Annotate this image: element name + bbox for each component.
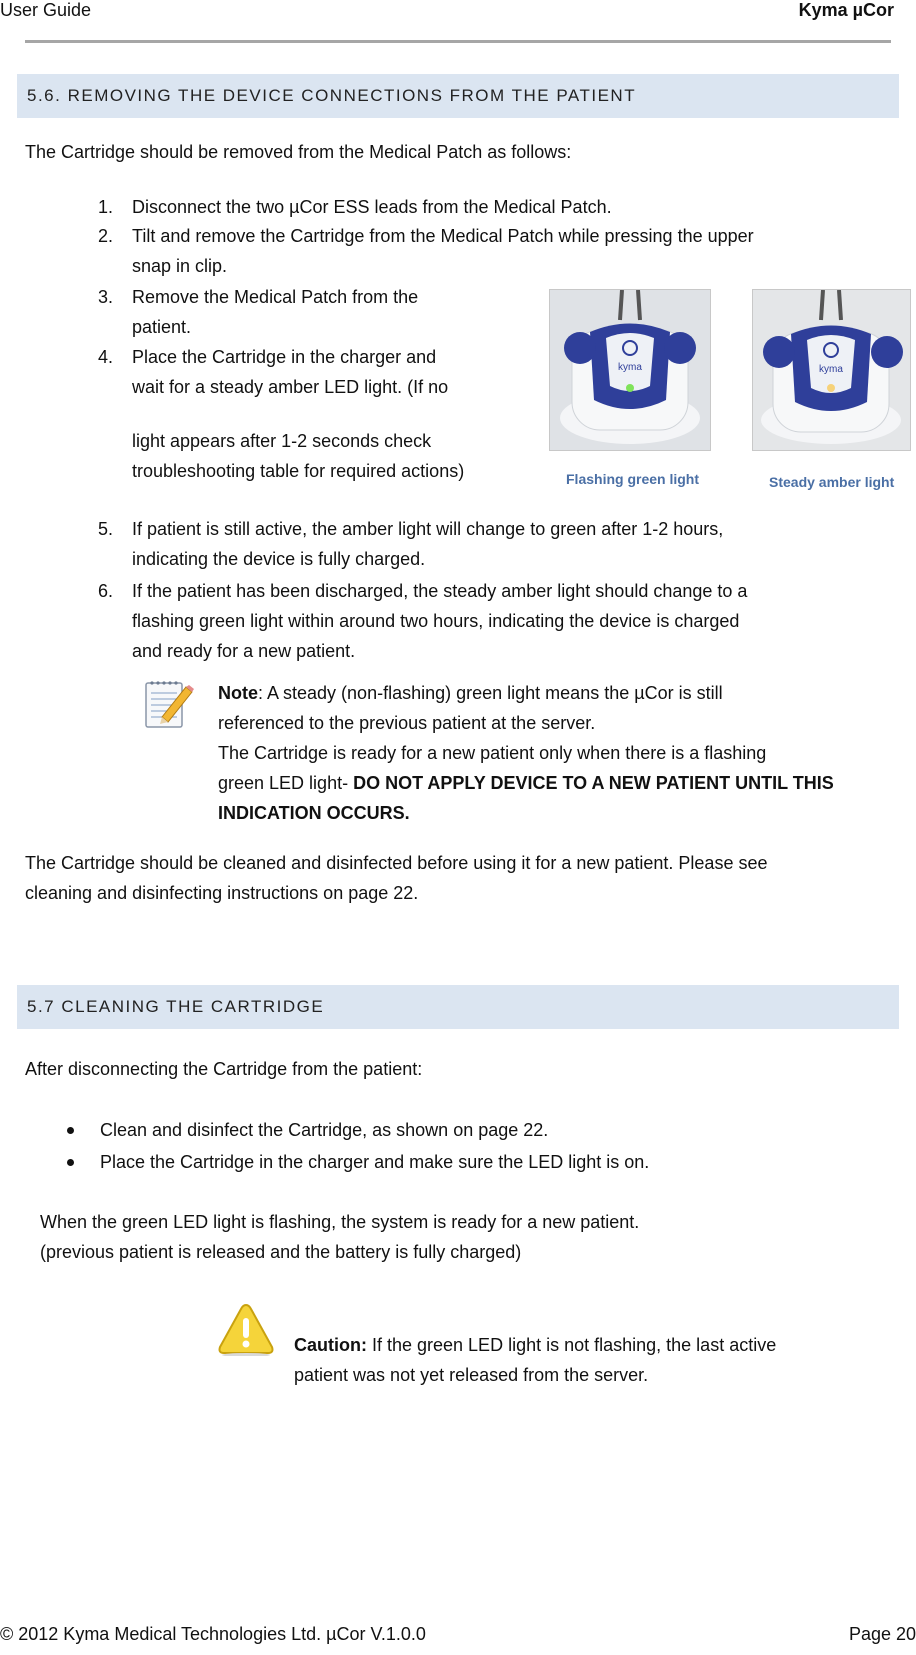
warning-icon <box>217 1302 275 1356</box>
note-warning-bold-end: INDICATION OCCURS. <box>218 803 410 823</box>
list-item: 2. Tilt and remove the Cartridge from the Medical Patch while pressing the upper snap in clip. <box>98 226 754 276</box>
list-item: 4. Place the Cartridge in the charger and wait for a steady amber LED light. (If no light appears after 1-2 seconds check troubleshooting table for required actions) <box>98 347 465 481</box>
list-item: 6. If the patient has been discharged, the steady amber light should change to a flashing green light within around two hours, indicating the device is charged and ready for a new patient. <box>98 581 748 661</box>
header-right: Kyma µCor <box>798 0 894 20</box>
svg-text:kyma: kyma <box>819 364 843 375</box>
status-note: When the green LED light is flashing, the system is ready for a new patient. (previous patient is released and the battery is fully charged) <box>40 1212 640 1262</box>
bullet-icon <box>67 1159 74 1166</box>
note-line4: green LED light- <box>218 773 354 793</box>
charger-device-image <box>753 290 910 450</box>
caution-line2: patient was not yet released from the server. <box>294 1365 649 1385</box>
caution-block <box>294 1330 894 1390</box>
footer-copyright: © 2012 Kyma Medical Technologies Ltd. µCor V.1.0.0 <box>0 1624 426 1644</box>
note-line3: The Cartridge is ready for a new patient only when there is a flashing <box>218 743 767 763</box>
note-line1: : A steady (non-flashing) green light means the µCor is still <box>258 683 723 703</box>
list-item: Place the Cartridge in the charger and make sure the LED light is on. <box>64 1147 864 1177</box>
list-item: 1. Disconnect the two µCor ESS leads from the Medical Patch. <box>98 197 612 217</box>
photo-caption-steady-amber: Steady amber light <box>769 474 895 490</box>
photo-flashing-green <box>549 289 711 451</box>
header-left: User Guide <box>0 0 92 20</box>
notepad-pencil-icon <box>142 677 196 731</box>
note-block <box>218 678 898 828</box>
list-item: 3. Remove the Medical Patch from the patient. <box>98 287 419 337</box>
section-title-5-7: 5.7 CLEANING THE CARTRIDGE <box>17 985 899 1029</box>
footer-page-number: Page 20 <box>848 1624 916 1644</box>
caution-label: Caution: <box>294 1335 367 1355</box>
section-title-5-6: 5.6. REMOVING THE DEVICE CONNECTIONS FROM THE PATIENT <box>17 74 899 118</box>
caution-line1: If the green LED light is not flashing, the last active <box>366 1335 777 1355</box>
header-rule <box>25 40 891 43</box>
svg-text:kyma: kyma <box>618 362 642 373</box>
section1-intro: The Cartridge should be removed from the Medical Patch as follows: <box>25 142 572 162</box>
list-item: 5. If patient is still active, the amber light will change to green after 1-2 hours, indicating the device is fully charged. <box>98 519 724 569</box>
note-label: Note <box>218 683 258 703</box>
photo-steady-amber <box>752 289 911 451</box>
list-item: Clean and disinfect the Cartridge, as shown on page 22. <box>64 1115 864 1145</box>
charger-device-image <box>550 290 710 450</box>
note-warning-bold: DO NOT APPLY DEVICE TO A NEW PATIENT UNTIL THIS <box>353 773 834 793</box>
section2-intro: After disconnecting the Cartridge from the patient: <box>25 1059 423 1079</box>
section1-closing: The Cartridge should be cleaned and disinfected before using it for a new patient. Please see cleaning and disinfecting instructions on page 22. <box>25 853 768 903</box>
note-line2: referenced to the previous patient at the server. <box>218 713 596 733</box>
bullet-icon <box>67 1127 74 1134</box>
photo-caption-flashing-green: Flashing green light <box>566 471 700 487</box>
